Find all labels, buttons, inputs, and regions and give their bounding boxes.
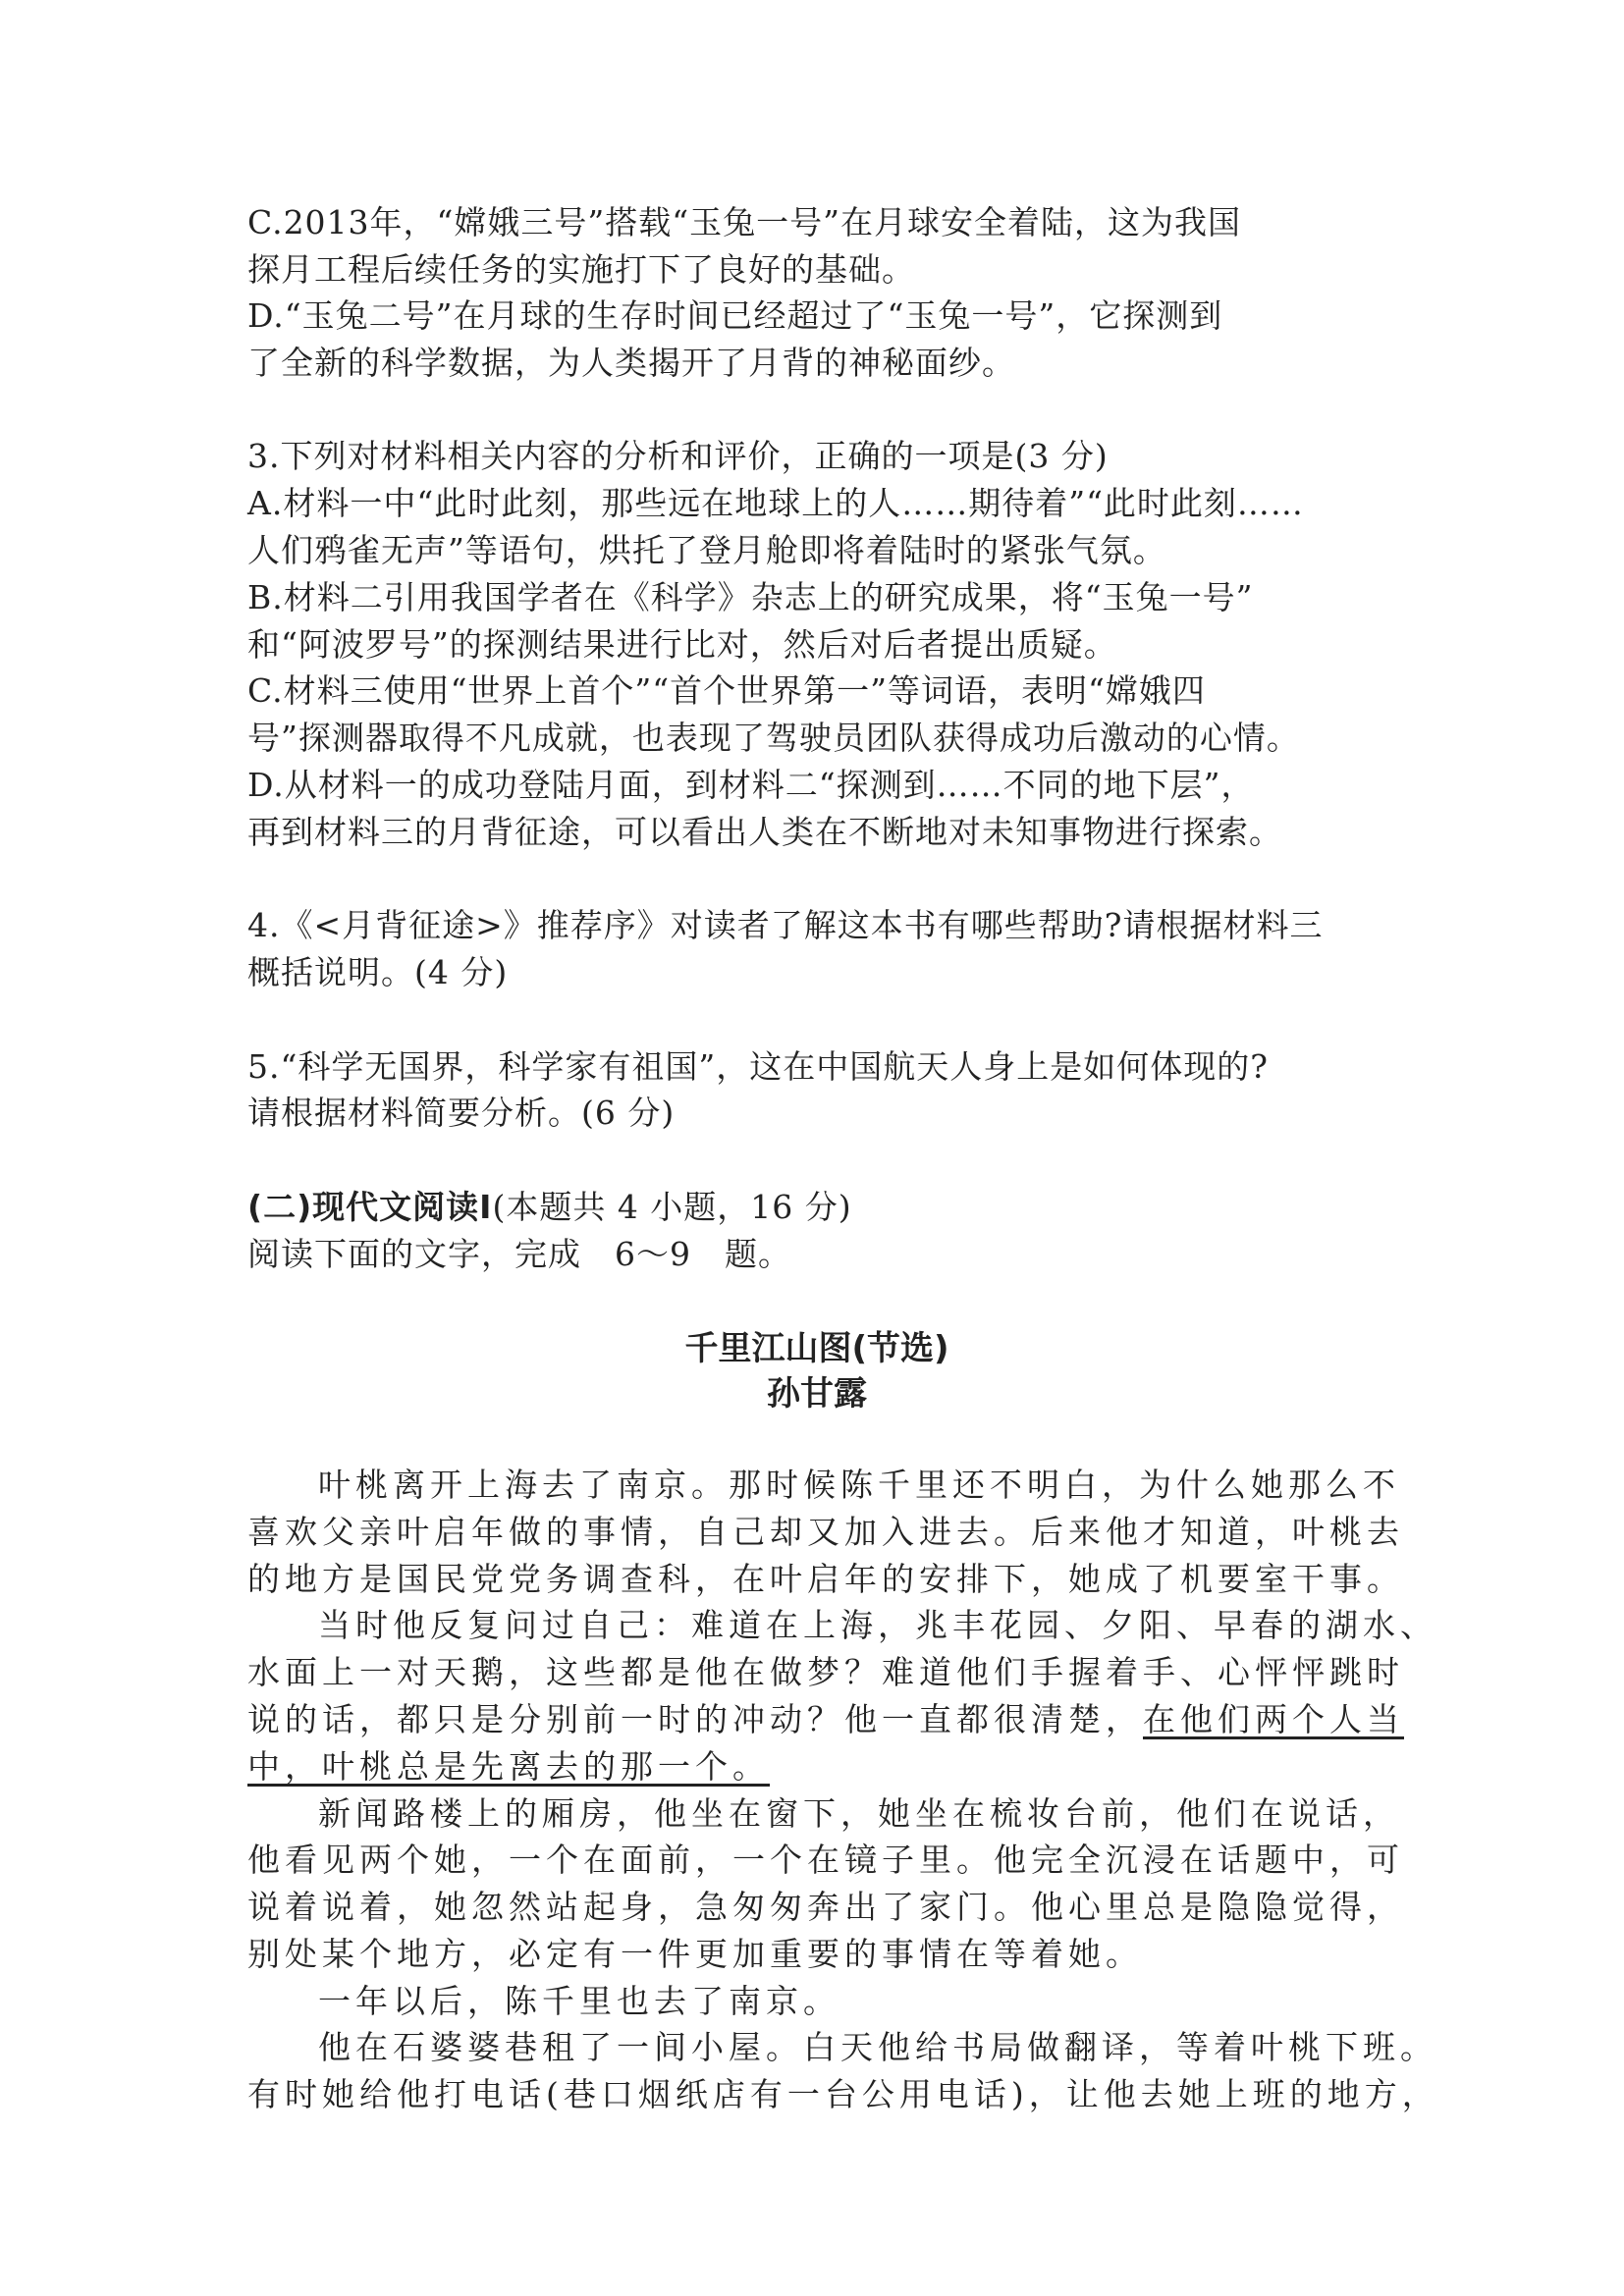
q2-option-c-line1: C.2013年，“嫦娥三号”搭载“玉兔一号”在月球安全着陆，这为我国 <box>247 203 1242 241</box>
q2-option-c-line2: 探月工程后续任务的实施打下了良好的基础。 <box>247 250 915 289</box>
q2-option-d-line1: D.“玉兔二号”在月球的生存时间已经超过了“玉兔一号”，它探测到 <box>247 296 1223 335</box>
q3-option-b-line1: B.材料二引用我国学者在《科学》杂志上的研究成果，将“玉兔一号” <box>247 578 1254 616</box>
section-heading-bold: (二)现代文阅读Ⅰ <box>247 1188 493 1226</box>
q3-option-b-line2: 和“阿波罗号”的探测结果进行比对，然后对后者提出质疑。 <box>247 625 1117 664</box>
article-p2-line3 <box>247 1697 1404 1742</box>
section-instruction: 阅读下面的文字，完成 6～9 题。 <box>247 1235 791 1273</box>
underlined-sentence-end: 中，叶桃总是先离去的那一个。 <box>247 1747 770 1786</box>
article-author: 孙甘露 <box>767 1374 867 1414</box>
section-heading-rest: (本题共 4 小题，16 分) <box>492 1188 852 1226</box>
article-p2-line4 <box>247 1744 770 1789</box>
underlined-sentence-start: 在他们两个人当 <box>1143 1700 1404 1738</box>
q4-line2: 概括说明。(4 分) <box>247 953 509 991</box>
q5-line2: 请根据材料简要分析。(6 分) <box>247 1094 676 1132</box>
q3-stem: 3.下列对材料相关内容的分析和评价，正确的一项是(3 分) <box>247 437 1109 475</box>
q3-option-c-line2: 号”探测器取得不凡成就，也表现了驾驶员团队获得成功后激动的心情。 <box>247 719 1300 757</box>
article-p5-line2: 有时她给他打电话(巷口烟纸店有一台公用电话)，让他去她上班的地方， <box>247 2075 1439 2113</box>
article-p3-line3: 说着说着，她忽然站起身，急匆匆奔出了家门。他心里总是隐隐觉得， <box>247 1888 1404 1926</box>
article-title: 千里江山图(节选) <box>684 1329 949 1368</box>
article-p2-line1: 当时他反复问过自己：难道在上海，兆丰花园、夕阳、早春的湖水、 <box>318 1606 1437 1644</box>
q2-option-d-line2: 了全新的科学数据，为人类揭开了月背的神秘面纱。 <box>247 344 1015 382</box>
q5-line1: 5.“科学无国界，科学家有祖国”，这在中国航天人身上是如何体现的? <box>247 1047 1269 1086</box>
q3-option-d-line1: D.从材料一的成功登陆月面，到材料二“探测到……不同的地下层”， <box>247 766 1255 804</box>
section-heading <box>247 1185 852 1230</box>
article-p5-line1: 他在石婆婆巷租了一间小屋。白天他给书局做翻译，等着叶桃下班。 <box>318 2028 1437 2066</box>
article-p2-line3-text: 说的话，都只是分别前一时的冲动？他一直都很清楚， <box>247 1700 1143 1738</box>
q4-line1: 4.《<月背征途>》推荐序》对读者了解这本书有哪些帮助?请根据材料三 <box>247 906 1324 944</box>
article-p3-line2: 他看见两个她，一个在面前，一个在镜子里。他完全沉浸在话题中，可 <box>247 1841 1404 1879</box>
q3-option-d-line2: 再到材料三的月背征途，可以看出人类在不断地对未知事物进行探索。 <box>247 813 1282 851</box>
article-p1-line1: 叶桃离开上海去了南京。那时候陈千里还不明白，为什么她那么不 <box>318 1466 1400 1504</box>
article-p4-line1: 一年以后，陈千里也去了南京。 <box>318 1982 840 2020</box>
article-p1-line2: 喜欢父亲叶启年做的事情，自己却又加入进去。后来他才知道，叶桃去 <box>247 1513 1404 1551</box>
article-p1-line3: 的地方是国民党党务调查科，在叶启年的安排下，她成了机要室干事。 <box>247 1560 1404 1598</box>
q3-option-a-line1: A.材料一中“此时此刻，那些远在地球上的人……期待着”“此时此刻…… <box>247 484 1304 522</box>
article-p3-line4: 别处某个地方，必定有一件更加重要的事情在等着她。 <box>247 1935 1143 1973</box>
q3-option-c-line1: C.材料三使用“世界上首个”“首个世界第一”等词语，表明“嫦娥四 <box>247 671 1206 710</box>
article-p2-line2: 水面上一对天鹅，这些都是他在做梦？难道他们手握着手、心怦怦跳时 <box>247 1653 1404 1691</box>
q3-option-a-line2: 人们鸦雀无声”等语句，烘托了登月舱即将着陆时的紧张气氛。 <box>247 531 1166 569</box>
article-p3-line1: 新闻路楼上的厢房，他坐在窗下，她坐在梳妆台前，他们在说话， <box>318 1794 1400 1833</box>
